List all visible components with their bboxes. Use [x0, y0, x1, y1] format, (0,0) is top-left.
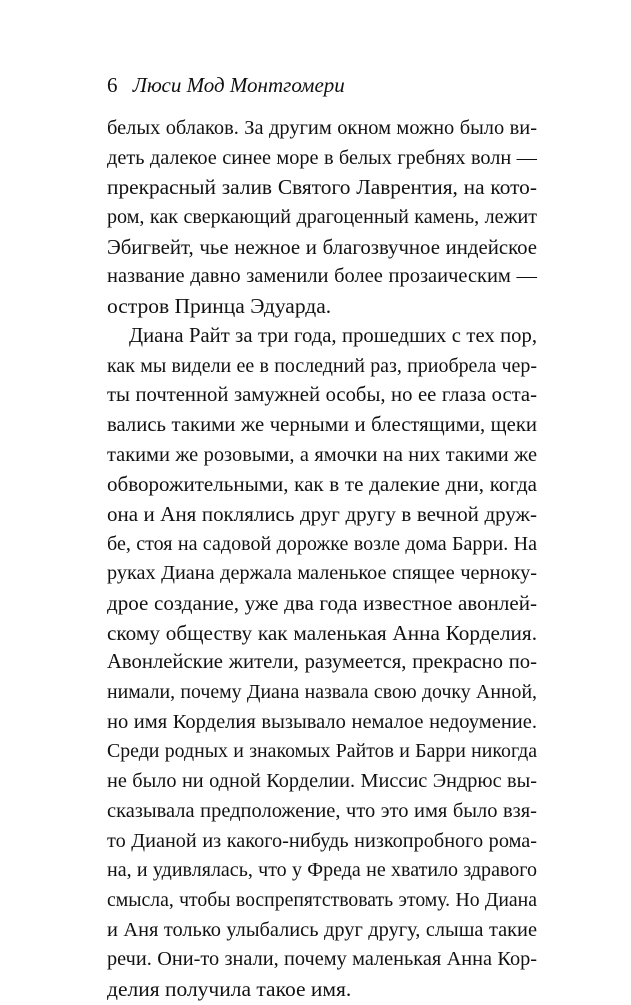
text-line: Эбигвейт, чье нежное и благозвучное индейское: [107, 234, 537, 259]
text-line: вались такими же черными и блестящими, щеки: [107, 413, 537, 436]
body-text: [107, 114, 537, 1005]
text-line: делия получила такое имя.: [107, 976, 352, 1001]
text-line: белых облаков. За другим окном можно было ви-: [107, 117, 537, 139]
text-line: остров Принца Эдуарда.: [107, 294, 332, 319]
text-line: ром, как сверкающий драгоценный камень, лежит: [107, 206, 537, 229]
text-line: Авонлейские жители, разумеется, прекрасно по-: [107, 651, 537, 674]
text-line: и Аня только улыбались друг другу, слыша такие: [107, 918, 537, 941]
text-line: прекрасный залив Святого Лаврентия, на кото-: [107, 175, 537, 200]
text-line: скому обществу как маленькая Анна Корделия.: [107, 620, 537, 645]
text-line: она и Аня поклялись друг другу в вечной друж-: [107, 501, 537, 526]
text-line: смысла, чтобы воспрепятствовать этому. Но Диана: [107, 888, 537, 911]
text-line: как мы видели ее в последний раз, приобрела чер-: [107, 354, 537, 377]
text-line: не было ни одной Корделии. Миссис Эндрюс вы-: [107, 770, 537, 793]
text-line: Диана Райт за три года, прошедших с тех пор,: [129, 324, 537, 347]
text-line: на, и удивлялась, что у Фреда не хватило здравого: [107, 859, 537, 882]
text-line: речи. Они-то знали, почему маленькая Анна Кор-: [107, 948, 537, 971]
text-line: бе, стоя на садовой дорожке возле дома Барри. На: [107, 532, 537, 555]
paragraph-2: [107, 322, 537, 1005]
text-line: дрое создание, уже два года известное авонлей-: [107, 591, 537, 615]
text-line: обворожительными, как в те далекие дни, когда: [107, 472, 537, 497]
text-line: сказывала предположение, что это имя было взя-: [107, 799, 537, 822]
text-line: но имя Корделия вызывало немалое недоумение.: [107, 710, 537, 733]
text-line: то Дианой из какого-нибудь низкопробного рома-: [107, 829, 537, 852]
text-line: Среди родных и знакомых Райтов и Барри никогда: [107, 740, 537, 763]
text-line: руках Диана держала маленькое спящее черноку-: [107, 562, 537, 585]
text-line: название давно заменили более прозаическим —: [107, 265, 537, 288]
running-header: [107, 72, 345, 98]
text-line: ты почтенной замужней особы, но ее глаза оста-: [107, 384, 537, 407]
text-line: деть далекое синее море в белых гребнях волн —: [107, 146, 537, 169]
text-line: нимали, почему Диана назвала свою дочку Анной,: [107, 681, 537, 704]
page-number: 6: [107, 73, 118, 97]
paragraph-1: [107, 114, 537, 322]
header-author: Люси Мод Монтгомери: [132, 73, 345, 97]
text-line: такими же розовыми, а ямочки на них такими же: [107, 443, 537, 466]
